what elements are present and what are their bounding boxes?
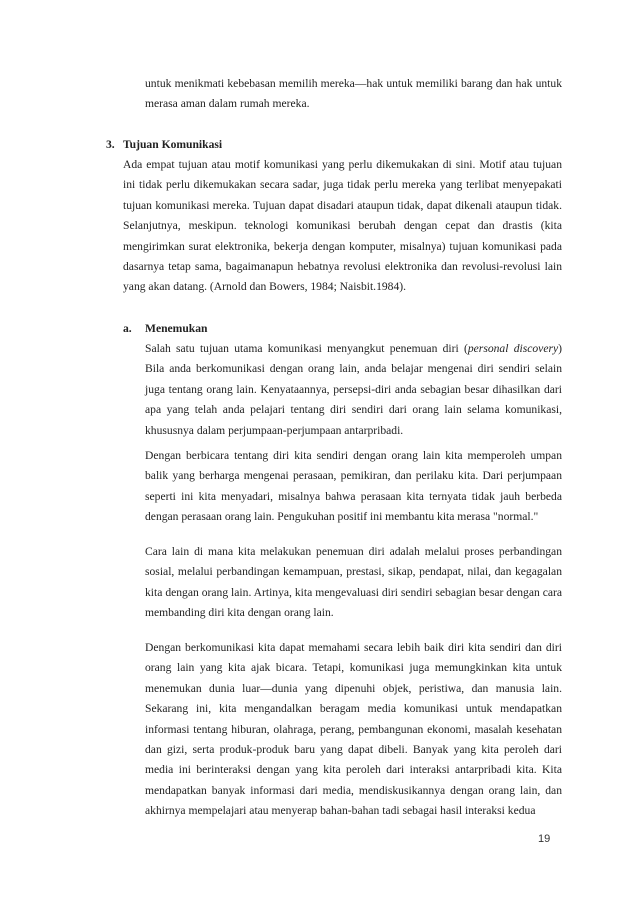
subsection-title: Menemukan [145, 322, 208, 335]
subsection-letter: a. [123, 322, 132, 335]
paragraph-1-italic-term: personal discovery [467, 342, 559, 355]
paragraph-1-text-after: ) Bila anda berkomunikasi dengan orang lain, anda belajar mengenai diri sendiri selain juga tentang orang lain. Kenyataannya, persepsi-diri anda sebagian besar dihasilkan dari apa yang telah anda pelajari tentang diri sendiri dari orang lain selama komunikasi, khususnya dalam perjumpaan-perjumpaan antarpribadi. [145, 342, 562, 437]
subsection-paragraph-3: Cara lain di mana kita melakukan penemuan diri adalah melalui proses perbandingan sosial, melalui perbandingan kemampuan, prestasi, sikap, pendapat, nilai, dan kegagalan kita dengan orang lain. Artinya, kita mengevaluasi diri sendiri sebagian besar dengan cara membanding diri kita dengan orang lain. [145, 545, 562, 620]
continuation-paragraph: untuk menikmati kebebasan memilih mereka—hak untuk memiliki barang dan hak untuk merasa aman dalam rumah mereka. [145, 77, 562, 111]
section-number: 3. [106, 138, 115, 151]
paragraph-1-text-before: Salah satu tujuan utama komunikasi menyangkut penemuan diri ( [145, 342, 468, 355]
section-body-paragraph: Ada empat tujuan atau motif komunikasi yang perlu dikemukakan di sini. Motif atau tujuan ini tidak perlu dikemukakan secara sadar, juga tidak perlu mereka yang terlibat menyepakati tujuan komunikasi mereka. Tujuan dapat disadari ataupun tidak, dapat dikenali ataupun tidak. Selanjutnya, meskipun. teknologi komunikasi berubah dengan cepat dan drastis (kita mengirimkan surat elektronika, bekerja dengan komputer, misalnya) tujuan komunikasi pada dasarnya tetap sama, bagaimanapun hebatnya revolusi elektronika dan revolusi-revolusi lain yang akan datang. (Arnold dan Bowers, 1984; Naisbit.1984). [123, 158, 562, 294]
section-heading [106, 135, 566, 155]
section-title: Tujuan Komunikasi [123, 138, 223, 151]
subsection-paragraph-1 [145, 339, 562, 441]
page-number: 19 [538, 833, 551, 845]
subsection-paragraph-2: Dengan berbicara tentang diri kita sendiri dengan orang lain kita memperoleh umpan balik yang berharga mengenai perasaan, pemikiran, dan perilaku kita. Dari perjumpaan seperti ini kita menyadari, misalnya bahwa perasaan kita ternyata tidak jauh berbeda dengan perasaan orang lain. Pengukuhan positif ini membantu kita merasa "normal." [145, 449, 562, 524]
subsection-paragraph-4: Dengan berkomunikasi kita dapat memahami secara lebih baik diri kita sendiri dan diri orang lain yang kita ajak bicara. Tetapi, komunikasi juga memungkinkan kita untuk menemukan dunia luar—dunia yang dipenuhi objek, peristiwa, dan manusia lain. Sekarang ini, kita mengandalkan beragam media komunikasi untuk mendapatkan informasi tentang hiburan, olahraga, perang, pembangunan ekonomi, masalah kesehatan dan gizi, serta produk-produk baru yang dapat dibeli. Banyak yang kita peroleh dari media ini berinteraksi dengan yang kita peroleh dari interaksi antarpribadi kita. Kita mendapatkan banyak informasi dari media, mendiskusikannya dengan orang lain, dan akhirnya mempelajari atau menyerap bahan-bahan tadi sebagai hasil interaksi kedua [145, 641, 562, 818]
subsection-heading [123, 319, 563, 339]
